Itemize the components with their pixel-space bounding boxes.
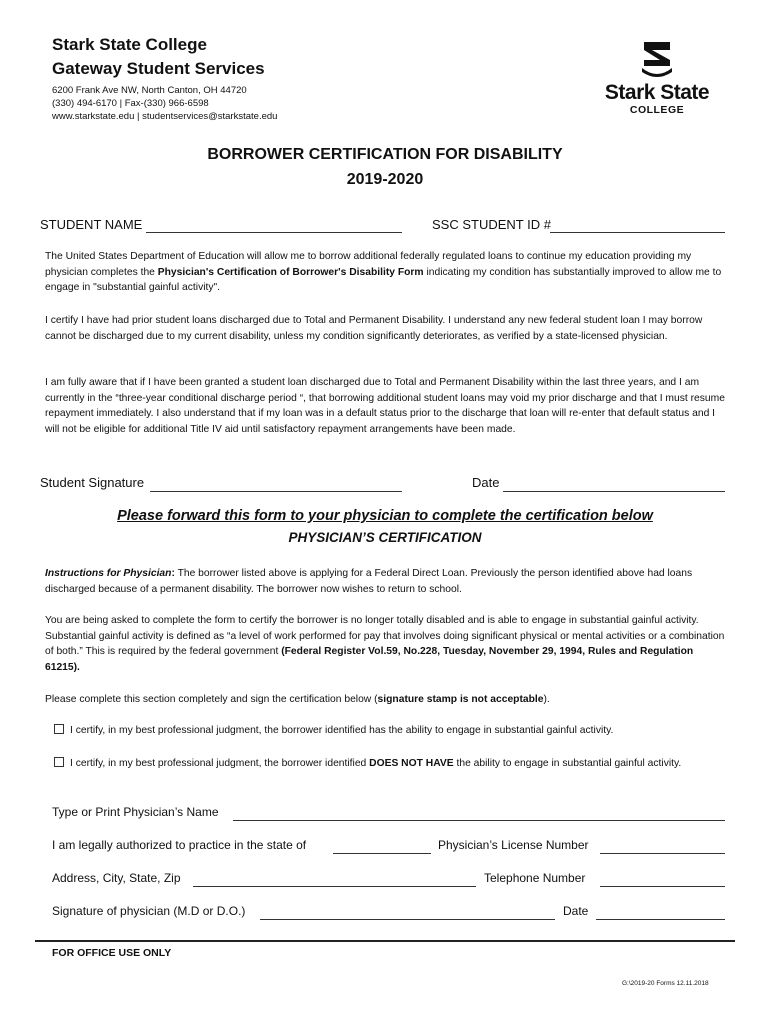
- license-number-field[interactable]: [600, 853, 725, 854]
- contact-links: www.starkstate.edu | studentservices@starkstate.edu: [52, 111, 278, 122]
- student-paragraph-3: I am fully aware that if I have been granted a student loan discharged due to Total and Permanent Disability within the last three years, and I am currently in the “three-year conditional discharge period “, that borrowing additional student loans may void my prior discharge and that I must resume repayment immediately. I also understand that if my loan was in a default status prior to the discharge that loan will re-enter that default status and I will not be eligible for additional Title IV aid until satisfactory repayment arrangements have been made.: [45, 377, 725, 435]
- physician-signature-label: Signature of physician (M.D or D.O.): [52, 904, 246, 918]
- college-name: Stark State College: [52, 35, 207, 54]
- telephone-label: Telephone Number: [484, 871, 586, 885]
- certify-able-checkbox[interactable]: [54, 724, 64, 734]
- student-name-field[interactable]: [146, 232, 402, 233]
- student-name-label: STUDENT NAME: [40, 217, 143, 232]
- office-use-divider: [35, 940, 735, 942]
- student-signature-field[interactable]: [150, 491, 402, 492]
- practice-state-field[interactable]: [333, 853, 431, 854]
- physician-date-label: Date: [563, 904, 589, 918]
- physician-paragraph-2: You are being asked to complete the form to certify the borrower is no longer totally disabled and is able to engage in substantial gainful activity. Substantial gainful activity is defined as “a level of work performed for pay that involves doing significant physical or mental activities or a combination of both.” This is required by the federal government (Federal Register Vol.59, No.228, Tuesday, November 29, 1994, Rules and Regulation 61215).: [45, 615, 725, 673]
- practice-state-label: I am legally authorized to practice in the state of: [52, 838, 307, 852]
- student-paragraph-1: The United States Department of Education will allow me to borrow additional federally regulated loans to continue my education providing my physician completes the Physician's Certification of Borrower's Disability Form indicating my condition has substantially improved to allow me to engage in "substantial gainful activity".: [45, 251, 722, 293]
- address-text: 6200 Frank Ave NW, North Canton, OH 44720: [52, 85, 247, 96]
- physician-address-field[interactable]: [193, 886, 476, 887]
- physician-signature-field[interactable]: [260, 919, 555, 920]
- student-id-label: SSC STUDENT ID #: [432, 217, 551, 232]
- physician-instructions: Instructions for Physician: The borrower listed above is applying for a Federal Direct Loan. Previously the person identified above had loans discharged because of a permanent disability. The borrower now wishes to return to school.: [45, 568, 693, 595]
- certify-not-able-checkbox[interactable]: [54, 757, 64, 767]
- logo-wordmark: Stark State: [604, 81, 710, 104]
- student-paragraph-2: I certify I have had prior student loans discharged due to Total and Permanent Disability. I understand any new federal student loan I may borrow cannot be discharged due to my current disability, unless my condition significantly deteriorates, as verified by a state-licensed physician.: [45, 315, 703, 342]
- form-version-footer: G:\2019-20 Forms 12.11.2018: [622, 980, 709, 987]
- logo-subtitle: COLLEGE: [629, 104, 685, 116]
- physician-name-label: Type or Print Physician’s Name: [52, 805, 219, 819]
- physician-paragraph-3: Please complete this section completely and sign the certification below (signature stamp is not acceptable).: [45, 694, 550, 705]
- physician-section-title: PHYSICIAN’S CERTIFICATION: [288, 530, 482, 545]
- license-number-label: Physician’s License Number: [438, 838, 589, 852]
- certify-option-able: I certify, in my best professional judgment, the borrower identified has the ability to engage in substantial gainful activity.: [54, 723, 726, 739]
- physician-date-field[interactable]: [596, 919, 725, 920]
- forward-instruction: Please forward this form to your physician to complete the certification below: [117, 508, 653, 524]
- office-use-heading: FOR OFFICE USE ONLY: [52, 947, 172, 959]
- student-date-label: Date: [472, 475, 500, 490]
- student-id-field[interactable]: [550, 232, 725, 233]
- form-title: BORROWER CERTIFICATION FOR DISABILITY: [207, 146, 563, 163]
- stark-state-s-icon: [638, 38, 676, 80]
- college-logo: [594, 38, 724, 120]
- certify-option-not-able: I certify, in my best professional judgment, the borrower identified DOES NOT HAVE the ability to engage in substantial gainful activity.: [54, 756, 740, 772]
- physician-address-label: Address, City, State, Zip: [52, 871, 181, 885]
- form-year: 2019-2020: [346, 171, 424, 188]
- telephone-field[interactable]: [600, 886, 725, 887]
- department-name: Gateway Student Services: [52, 59, 265, 78]
- student-date-field[interactable]: [503, 491, 725, 492]
- student-signature-label: Student Signature: [40, 475, 145, 490]
- physician-name-field[interactable]: [233, 820, 725, 821]
- phone-text: (330) 494-6170 | Fax-(330) 966-6598: [52, 98, 209, 109]
